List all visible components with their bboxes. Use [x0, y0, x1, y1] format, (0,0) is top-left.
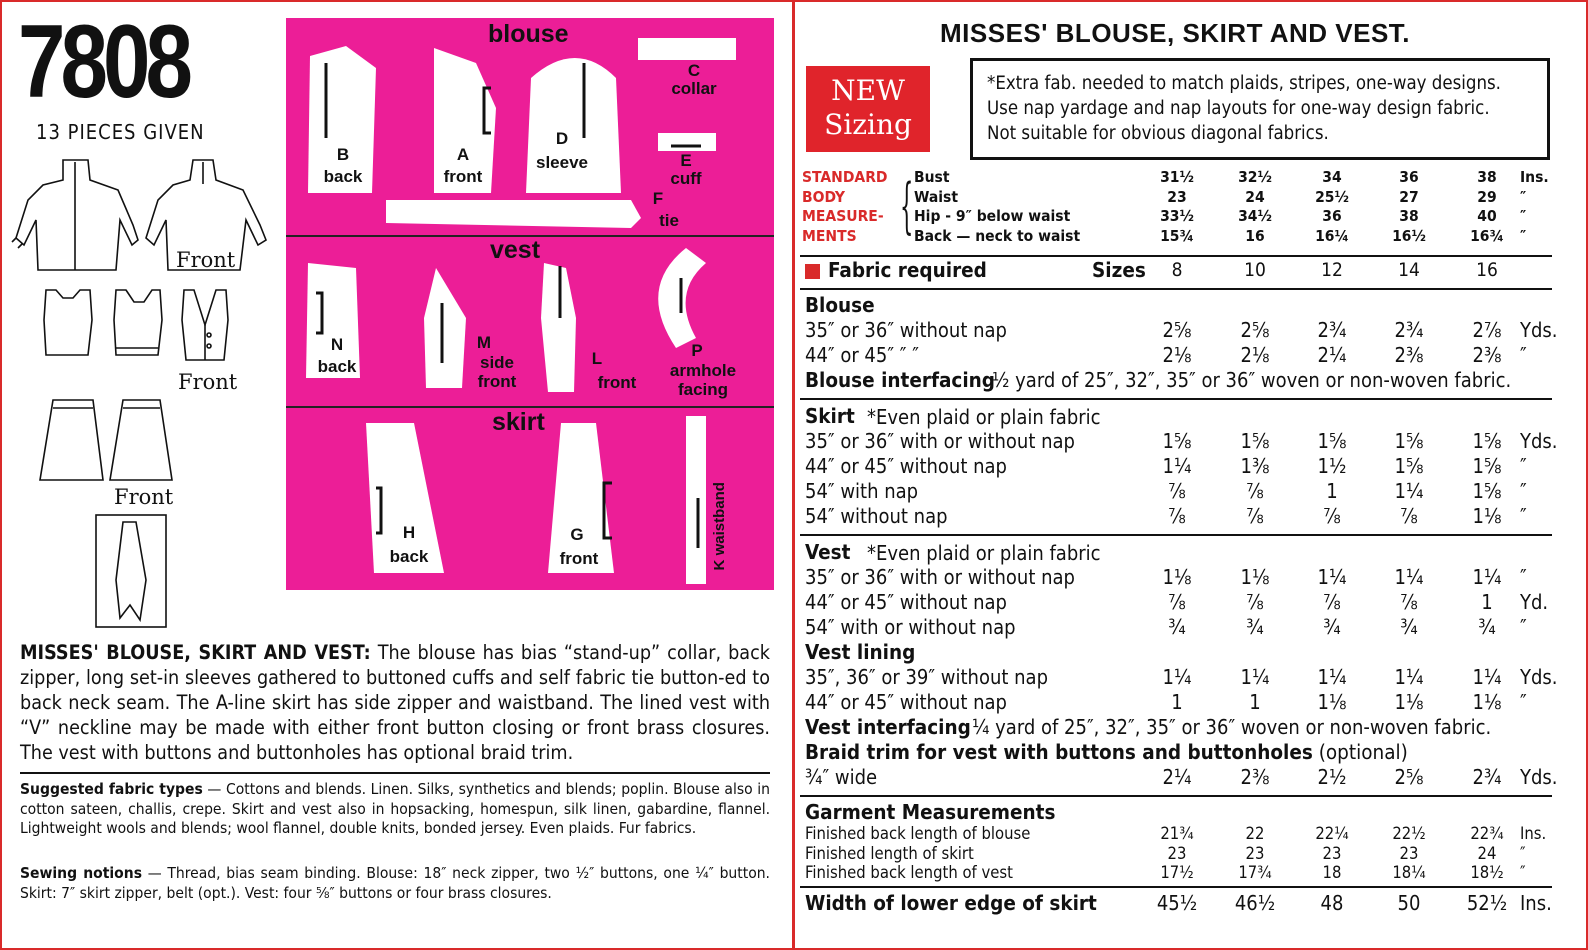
pattern-number: 7808: [18, 4, 189, 120]
sewing-notions: [20, 864, 770, 903]
row-label: ¾″ wide: [805, 765, 878, 789]
size-value: ¾: [1323, 615, 1341, 639]
piece-name-front: front: [597, 373, 637, 392]
size-value: 32½: [1238, 168, 1272, 186]
size-value: 2¼: [1162, 765, 1192, 789]
piece-name-back: back: [389, 547, 429, 566]
size-value: 1⅛: [1162, 565, 1192, 589]
unit-label: ″: [1520, 187, 1527, 206]
size-value: 2½: [1317, 765, 1347, 789]
size-value: 1: [1171, 690, 1183, 714]
divider: [20, 772, 770, 774]
row-label: Bust: [914, 168, 950, 186]
section-title-blouse: blouse: [488, 20, 569, 48]
fabric-types-lead: Suggested fabric types: [20, 780, 203, 798]
size-value: 23: [1245, 843, 1265, 863]
divider: [800, 288, 1552, 290]
size-value: 2⅛: [1162, 343, 1192, 367]
size-value: 22¼: [1315, 824, 1349, 843]
size-value: 29: [1477, 187, 1497, 206]
piece-name-sleeve: sleeve: [536, 153, 588, 172]
size-value: 2¾: [1317, 318, 1347, 342]
fabric-required-label: Fabric required: [828, 258, 987, 282]
size-value: 16¾: [1470, 226, 1504, 245]
row-label: 44″ or 45″ without nap: [805, 690, 1007, 714]
size-value: 2⅜: [1394, 343, 1424, 367]
divider: [800, 534, 1552, 536]
piece-letter-b: B: [336, 145, 350, 164]
size-value: 1⅝: [1240, 429, 1270, 453]
size-value: 18½: [1470, 863, 1504, 882]
size-value: 46½: [1234, 890, 1276, 915]
fabric-types: [20, 780, 770, 839]
piece-letter-g: G: [570, 525, 584, 544]
size-value: 23: [1167, 843, 1187, 863]
size-value: 1: [1326, 479, 1338, 503]
row-label: 54″ without nap: [805, 504, 948, 528]
unit-label: ″: [1520, 207, 1527, 225]
row-label: Hip - 9″ below waist: [914, 207, 1071, 225]
size-value: 1⅝: [1394, 454, 1424, 478]
size-value: 22: [1245, 824, 1265, 843]
piece-letter-n: N: [330, 335, 344, 354]
unit-label: ″: [1520, 504, 1527, 528]
size-value: 24: [1245, 187, 1265, 206]
unit-label: Yd.: [1520, 590, 1549, 614]
pattern-piece-shapes: [286, 18, 774, 590]
piece-name-front: front: [443, 167, 483, 186]
size-value: ⅞: [1168, 504, 1186, 528]
size-value: 1⅝: [1317, 429, 1347, 453]
note-line: Use nap yardage and nap layouts for one-way design fabric.: [987, 98, 1490, 119]
size-value: 2¾: [1394, 318, 1424, 342]
size-value: 1¼: [1162, 454, 1192, 478]
size-value: 1: [1249, 690, 1261, 714]
size-value: 2¼: [1317, 343, 1347, 367]
fabric-note-box: [970, 58, 1550, 160]
piece-letter-l: L: [591, 349, 603, 368]
row-label: 35″ or 36″ with or without nap: [805, 429, 1075, 453]
size-value: 23: [1322, 843, 1342, 863]
size-value: 17¾: [1238, 863, 1272, 882]
size-value: ¾: [1246, 615, 1264, 639]
size-value: 38: [1399, 207, 1419, 225]
description-text: The blouse has bias “stand-up” collar, back zipper, long set-in sleeves gathered to buttoned cuffs and self fabric tie button-ed to back neck seam. The A-line skirt has side zipper and waistband. The lined vest with “V” neckline may be made with either front button closing or front brass closures. The vest with buttons and buttonholes has optional braid trim.: [20, 641, 770, 764]
unit-label: Ins.: [1520, 168, 1549, 186]
new-sizing-badge: [806, 66, 930, 152]
braid-trim-suffix: (optional): [1312, 740, 1408, 764]
garment-sketches: [8, 150, 280, 640]
piece-name-side-front: side front: [477, 353, 517, 391]
size-value: ⅞: [1246, 504, 1264, 528]
piece-name-back: back: [317, 357, 357, 376]
section-header: Garment Measurements: [805, 800, 1056, 824]
row-label: Finished back length of vest: [805, 863, 1013, 882]
piece-letter-a: A: [456, 145, 470, 164]
size-value: 33½: [1160, 207, 1194, 225]
size-value: 23: [1167, 187, 1187, 206]
row-label: 44″ or 45″ without nap: [805, 454, 1007, 478]
size-value: 18: [1322, 863, 1342, 882]
size-value: 38: [1477, 168, 1497, 186]
size-value: 25½: [1315, 187, 1349, 206]
pieces-given: 13 PIECES GIVEN: [36, 120, 205, 144]
piece-letter-h: H: [402, 523, 416, 542]
unit-label: ″: [1520, 843, 1526, 863]
unit-label: ″: [1520, 565, 1527, 589]
size-value: 2⅜: [1472, 343, 1502, 367]
size-value: ¾: [1400, 615, 1418, 639]
notions-text: — Thread, bias seam binding. Blouse: 18″ neck zipper, two ½″ buttons, one ¼″ button. Skirt: 7″ skirt zipper, belt (opt.). Vest: four ⅝″ buttons or four brass closures.: [20, 864, 770, 902]
size-value: 23: [1399, 843, 1419, 863]
size-value: 16½: [1392, 226, 1426, 245]
size-value: 2⅝: [1394, 765, 1424, 789]
size-value: ¾: [1168, 615, 1186, 639]
divider: [800, 886, 1552, 888]
size-value: 1⅝: [1472, 479, 1502, 503]
row-label: 35″, 36″ or 39″ without nap: [805, 665, 1048, 689]
size-value: 1⅝: [1472, 454, 1502, 478]
unit-label: Ins.: [1520, 890, 1552, 915]
size-value: 16: [1245, 226, 1265, 245]
size-value: 1⅛: [1394, 690, 1424, 714]
size-value: 1¼: [1162, 665, 1192, 689]
size-value: 1¼: [1240, 665, 1270, 689]
section-title-vest: vest: [490, 236, 541, 264]
size-value: 15¾: [1160, 226, 1194, 245]
new-label: NEW: [831, 74, 905, 107]
unit-label: Yds.: [1520, 765, 1558, 789]
unit-label: ″: [1520, 479, 1527, 503]
piece-name-tie: tie: [659, 211, 679, 230]
section-title-skirt: skirt: [492, 408, 545, 436]
size-value: 2¾: [1472, 765, 1502, 789]
unit-label: Yds.: [1520, 429, 1558, 453]
size-value: ¾: [1478, 615, 1496, 639]
row-label: Back — neck to waist: [914, 226, 1081, 245]
size-value: 2⅜: [1240, 765, 1270, 789]
divider: [800, 398, 1552, 400]
section-header: Vest: [805, 540, 851, 564]
section-header: Skirt: [805, 404, 855, 428]
piece-name-waistband: [712, 476, 729, 576]
size-value: 1¼: [1394, 565, 1424, 589]
size-value: 2⅛: [1240, 343, 1270, 367]
interfacing-text: ½ yard of 25″, 32″, 35″ or 36″ woven or non-woven fabric.: [992, 368, 1512, 392]
interfacing-label: Vest interfacing: [805, 715, 971, 739]
label-line: MEASURE-: [802, 207, 884, 225]
size-header: 12: [1321, 259, 1343, 281]
size-value: 1¼: [1317, 665, 1347, 689]
size-value: 50: [1397, 890, 1421, 915]
unit-label: ″: [1520, 615, 1527, 639]
size-header: 10: [1244, 259, 1266, 281]
sketch-label-front: Front: [178, 370, 238, 394]
row-label: Waist: [914, 187, 958, 206]
size-value: 21¾: [1160, 824, 1194, 843]
size-value: 52½: [1466, 890, 1508, 915]
row-label: 54″ with or without nap: [805, 615, 1016, 639]
unit-label: ″: [1520, 226, 1527, 245]
size-value: 2⅝: [1240, 318, 1270, 342]
piece-name-cuff: cuff: [670, 169, 702, 188]
section-header: Vest lining: [805, 640, 916, 664]
size-header: 14: [1398, 259, 1420, 281]
size-value: 1⅝: [1394, 429, 1424, 453]
size-value: 16¼: [1315, 226, 1349, 245]
size-value: 1¼: [1472, 665, 1502, 689]
piece-name-back: back: [323, 167, 363, 186]
divider: [800, 255, 1552, 257]
size-value: 1¼: [1472, 565, 1502, 589]
sketch-label-front: Front: [176, 248, 236, 272]
row-label: 54″ with nap: [805, 479, 919, 503]
size-value: 36: [1399, 168, 1419, 186]
divider: [800, 795, 1552, 797]
note-line: Not suitable for obvious diagonal fabrics.: [987, 123, 1329, 144]
size-value: 31½: [1160, 168, 1194, 186]
standard-body-label: [802, 168, 888, 246]
size-value: 22¾: [1470, 824, 1504, 843]
size-value: 1⅛: [1317, 690, 1347, 714]
interfacing-text: ¼ yard of 25″, 32″, 35″ or 36″ woven or non-woven fabric.: [972, 715, 1492, 739]
unit-label: Ins.: [1520, 824, 1547, 843]
size-value: 1⅛: [1472, 690, 1502, 714]
size-value: 1⅝: [1162, 429, 1192, 453]
notions-lead: Sewing notions: [20, 864, 142, 882]
row-label: 44″ or 45″ ″ ″: [805, 343, 919, 367]
size-header: 8: [1171, 259, 1183, 281]
size-value: 48: [1320, 890, 1344, 915]
size-value: 27: [1399, 187, 1419, 206]
piece-name-armhole-facing: armhole facing: [669, 361, 737, 399]
label-line: MENTS: [802, 226, 857, 245]
piece-letter-c: C: [687, 61, 701, 80]
size-value: 1⅜: [1240, 454, 1270, 478]
piece-name-collar: collar: [671, 79, 717, 98]
size-value: 1⅝: [1472, 429, 1502, 453]
size-value: ⅞: [1400, 590, 1418, 614]
label-line: STANDARD: [802, 168, 888, 186]
size-value: 1¼: [1394, 479, 1424, 503]
size-value: 2⅞: [1472, 318, 1502, 342]
size-value: 45½: [1156, 890, 1198, 915]
unit-label: ″: [1520, 863, 1526, 882]
sizes-label: Sizes: [1092, 258, 1146, 282]
size-value: ⅞: [1168, 590, 1186, 614]
red-square-icon: [805, 264, 820, 279]
sizing-label: Sizing: [824, 108, 912, 141]
size-value: ⅞: [1323, 590, 1341, 614]
brace: {: [900, 171, 914, 241]
size-value: 1½: [1317, 454, 1347, 478]
right-title: MISSES' BLOUSE, SKIRT AND VEST.: [940, 18, 1411, 48]
size-value: 36: [1322, 207, 1342, 225]
size-value: 40: [1477, 207, 1497, 225]
braid-trim-label: Braid trim for vest with buttons and buttonholes (optional): [805, 740, 1408, 764]
unit-label: ″: [1520, 454, 1527, 478]
size-value: 1¼: [1317, 565, 1347, 589]
size-header: 16: [1476, 259, 1498, 281]
piece-name-front: front: [559, 549, 599, 568]
piece-letter-p: P: [691, 341, 703, 360]
section-header: Blouse: [805, 293, 875, 317]
piece-letter-m: M: [476, 333, 492, 352]
size-value: ⅞: [1168, 479, 1186, 503]
pattern-pieces-panel: [286, 18, 774, 590]
piece-letter-f: F: [652, 189, 664, 208]
size-value: 34½: [1238, 207, 1272, 225]
size-value: ⅞: [1246, 479, 1264, 503]
row-label: 44″ or 45″ without nap: [805, 590, 1007, 614]
unit-label: ″: [1520, 343, 1527, 367]
size-value: 34: [1322, 168, 1342, 186]
size-value: ⅞: [1246, 590, 1264, 614]
fabric-types-text: — Cottons and blends. Linen. Silks, synthetics and blends; poplin. Blouse also in cotton sateen, challis, crepe. Skirt and vest also in hopsacking, homespun, silk linen, gabardine, flannel. Lightweight wools and blends; wool flannel, double knits, bonded jersey. Even plaids. Fur fabrics.: [20, 780, 770, 837]
piece-letter-d: D: [555, 129, 569, 148]
interfacing-label: Blouse interfacing: [805, 368, 996, 392]
size-value: 22½: [1392, 824, 1426, 843]
unit-label: Yds.: [1520, 665, 1558, 689]
size-value: 1¼: [1394, 665, 1424, 689]
size-value: 1⅛: [1240, 565, 1270, 589]
pattern-description: [20, 640, 770, 765]
row-label: Finished back length of blouse: [805, 824, 1031, 843]
section-note: *Even plaid or plain fabric: [867, 405, 1101, 429]
size-value: 18¼: [1392, 863, 1426, 882]
note-line: *Extra fab. needed to match plaids, stripes, one-way designs.: [987, 73, 1501, 94]
row-label: Finished length of skirt: [805, 843, 974, 863]
unit-label: Yds.: [1520, 318, 1558, 342]
piece-letter-e: E: [680, 151, 692, 170]
lower-edge-label: Width of lower edge of skirt: [805, 890, 1097, 915]
waistband-label: waistband: [710, 482, 728, 556]
center-divider: [792, 0, 795, 950]
size-value: ⅞: [1323, 504, 1341, 528]
section-note: *Even plaid or plain fabric: [867, 541, 1101, 565]
sketch-label-front: Front: [114, 485, 174, 509]
size-value: 1: [1481, 590, 1493, 614]
piece-letter-k: K: [710, 559, 728, 571]
size-value: 2⅝: [1162, 318, 1192, 342]
label-line: BODY: [802, 187, 846, 206]
unit-label: ″: [1520, 690, 1527, 714]
row-label: 35″ or 36″ with or without nap: [805, 565, 1075, 589]
row-label: 35″ or 36″ without nap: [805, 318, 1007, 342]
size-value: 24: [1477, 843, 1497, 863]
size-value: 1⅛: [1472, 504, 1502, 528]
size-value: 17½: [1160, 863, 1194, 882]
description-lead: MISSES' BLOUSE, SKIRT AND VEST:: [20, 641, 371, 664]
size-value: ⅞: [1400, 504, 1418, 528]
